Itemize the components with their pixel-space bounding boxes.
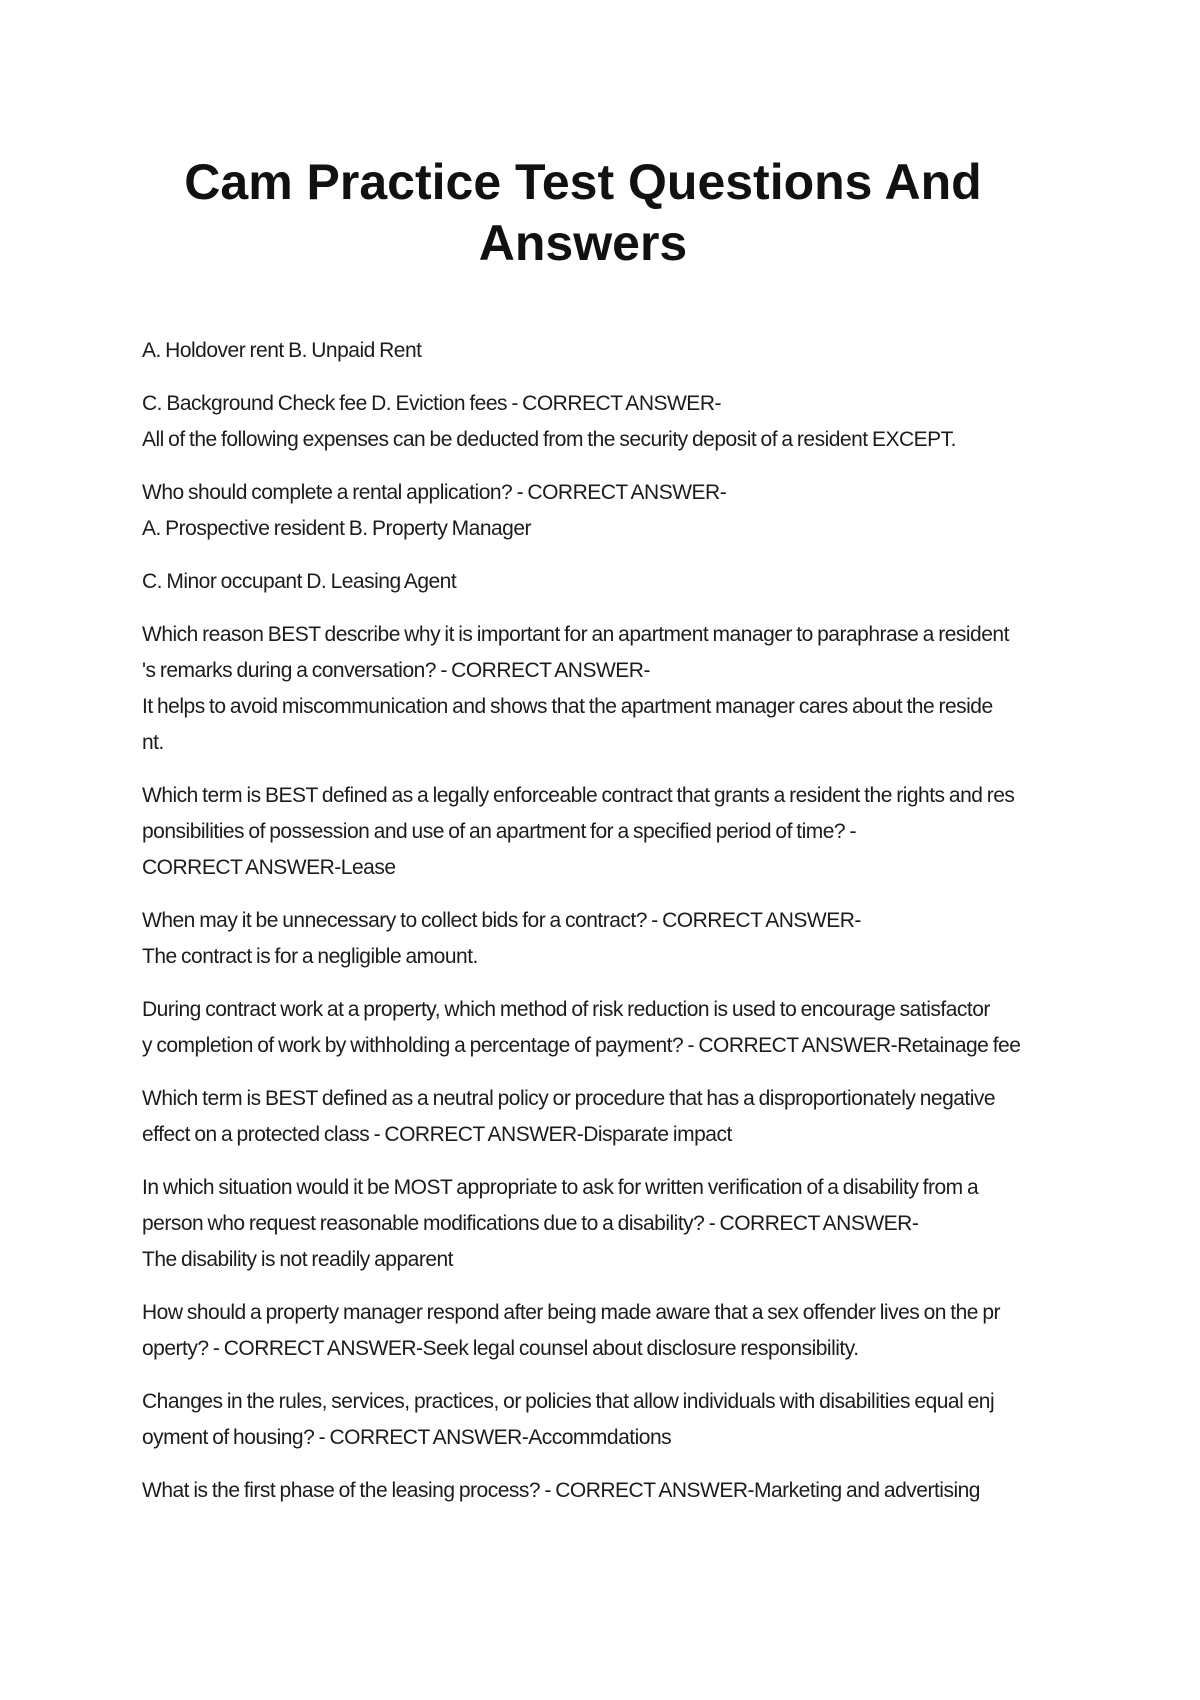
paragraph: During contract work at a property, which method of risk reduction is used to encourage satisfactor y completion of work by withholding a percentage of payment? - CORRECT ANSWER-Retainage fee	[142, 998, 1021, 1057]
paragraph: Which term is BEST defined as a legally enforceable contract that grants a resident the rights and res ponsibilities of possession and use of an apartment for a specified period of time? - CORRECT ANSWER-Lease	[142, 784, 1015, 879]
paragraph: How should a property manager respond after being made aware that a sex offender lives on the pr operty? - CORRECT ANSWER-Seek legal counsel about disclosure responsibility.	[142, 1301, 1000, 1360]
paragraph: Which term is BEST defined as a neutral policy or procedure that has a disproportionately negative effect on a protected class - CORRECT ANSWER-Disparate impact	[142, 1087, 996, 1146]
paragraph: Which reason BEST describe why it is important for an apartment manager to paraphrase a resident 's remarks during a conversation? - CORRECT ANSWER- It helps to avoid miscommunication and shows that the apartment manager cares about the reside nt.	[142, 623, 1009, 754]
paragraph: When may it be unnecessary to collect bids for a contract? - CORRECT ANSWER- The contract is for a negligible amount.	[142, 909, 861, 968]
document-body	[142, 333, 1077, 1526]
paragraph: Changes in the rules, services, practices, or policies that allow individuals with disabilities equal enj oyment of housing? - CORRECT ANSWER-Accommdations	[142, 1390, 995, 1449]
paragraph: Who should complete a rental application? - CORRECT ANSWER- A. Prospective resident B. Property Manager	[142, 481, 727, 540]
paragraph: What is the first phase of the leasing process? - CORRECT ANSWER-Marketing and advertising	[142, 1479, 980, 1502]
paragraph: A. Holdover rent B. Unpaid Rent	[142, 339, 422, 362]
document-title: Cam Practice Test Questions And Answers	[184, 154, 982, 271]
paragraph: C. Background Check fee D. Eviction fees - CORRECT ANSWER- All of the following expenses can be deducted from the security deposit of a resident EXCEPT.	[142, 392, 956, 451]
paragraph: In which situation would it be MOST appropriate to ask for written verification of a disability from a person who request reasonable modifications due to a disability? - CORRECT ANSWER- The disability is not readily apparent	[142, 1176, 979, 1271]
paragraph: C. Minor occupant D. Leasing Agent	[142, 570, 457, 593]
